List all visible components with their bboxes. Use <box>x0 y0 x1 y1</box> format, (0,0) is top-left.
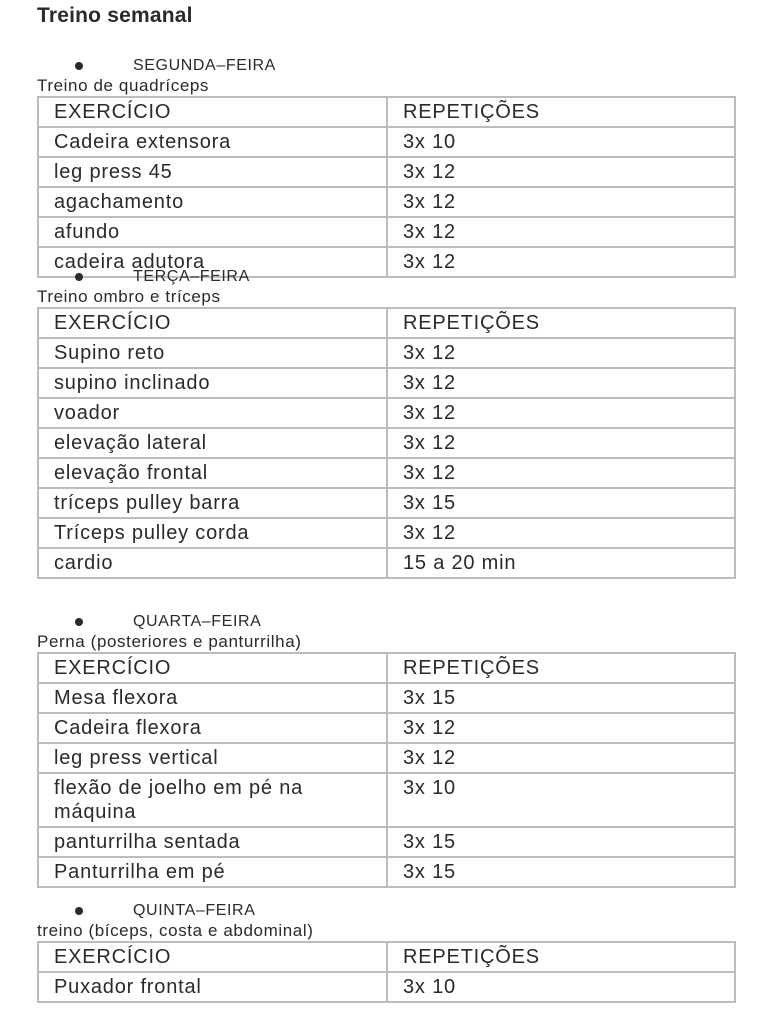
reps-cell: 3x 10 <box>387 127 735 157</box>
bullet-icon <box>75 907 83 915</box>
day-subtitle: Treino ombro e tríceps <box>37 287 221 306</box>
day-section-wednesday <box>0 612 768 888</box>
day-subtitle: Perna (posteriores e panturrilha) <box>37 632 302 651</box>
table-row <box>38 187 735 217</box>
column-header-reps: REPETIÇÕES <box>387 308 735 338</box>
table-row <box>38 428 735 458</box>
table-row <box>38 972 735 1002</box>
table-row <box>38 338 735 368</box>
column-header-reps: REPETIÇÕES <box>387 942 735 972</box>
workout-table <box>37 96 736 278</box>
reps-cell: 3x 12 <box>387 338 735 368</box>
reps-cell: 3x 12 <box>387 157 735 187</box>
column-header-exercise: EXERCÍCIO <box>38 308 387 338</box>
reps-cell: 3x 15 <box>387 827 735 857</box>
reps-cell: 3x 12 <box>387 458 735 488</box>
table-row <box>38 773 735 827</box>
table-row <box>38 683 735 713</box>
table-row <box>38 548 735 578</box>
reps-cell: 3x 10 <box>387 773 735 827</box>
day-section-thursday <box>0 901 768 1003</box>
day-heading <box>0 612 768 632</box>
table-row <box>38 488 735 518</box>
reps-cell: 3x 12 <box>387 743 735 773</box>
table-row <box>38 713 735 743</box>
day-section-monday <box>0 56 768 278</box>
table-header-row <box>38 308 735 338</box>
exercise-cell: cadeira adutora <box>38 247 387 277</box>
table-row <box>38 127 735 157</box>
reps-cell: 3x 12 <box>387 368 735 398</box>
reps-cell: 3x 10 <box>387 972 735 1002</box>
table-header-row <box>38 653 735 683</box>
exercise-cell: Puxador frontal <box>38 972 387 1002</box>
table-header-row <box>38 942 735 972</box>
exercise-cell: tríceps pulley barra <box>38 488 387 518</box>
reps-cell: 3x 15 <box>387 488 735 518</box>
reps-cell: 3x 15 <box>387 857 735 887</box>
exercise-cell: leg press 45 <box>38 157 387 187</box>
day-heading <box>0 56 768 76</box>
day-section-tuesday <box>0 267 768 579</box>
exercise-cell: cardio <box>38 548 387 578</box>
exercise-cell: panturrilha sentada <box>38 827 387 857</box>
exercise-cell: Cadeira extensora <box>38 127 387 157</box>
table-row <box>38 827 735 857</box>
reps-cell: 3x 12 <box>387 398 735 428</box>
reps-cell: 3x 12 <box>387 713 735 743</box>
workout-table <box>37 941 736 1003</box>
table-row <box>38 217 735 247</box>
reps-cell: 3x 15 <box>387 683 735 713</box>
table-header-row <box>38 97 735 127</box>
exercise-cell: Mesa flexora <box>38 683 387 713</box>
day-name: QUINTA–FEIRA <box>133 902 256 919</box>
exercise-cell: afundo <box>38 217 387 247</box>
exercise-cell: elevação lateral <box>38 428 387 458</box>
exercise-cell: Supino reto <box>38 338 387 368</box>
table-row <box>38 157 735 187</box>
exercise-cell: Cadeira flexora <box>38 713 387 743</box>
exercise-cell: Tríceps pulley corda <box>38 518 387 548</box>
exercise-cell: elevação frontal <box>38 458 387 488</box>
workout-table <box>37 652 736 888</box>
table-row <box>38 398 735 428</box>
day-name: SEGUNDA–FEIRA <box>133 57 276 74</box>
exercise-cell: voador <box>38 398 387 428</box>
workout-table <box>37 307 736 579</box>
reps-cell: 3x 12 <box>387 518 735 548</box>
column-header-exercise: EXERCÍCIO <box>38 942 387 972</box>
exercise-cell: Panturrilha em pé <box>38 857 387 887</box>
table-row <box>38 743 735 773</box>
table-row <box>38 458 735 488</box>
column-header-exercise: EXERCÍCIO <box>38 97 387 127</box>
day-name: QUARTA–FEIRA <box>133 613 262 630</box>
column-header-reps: REPETIÇÕES <box>387 97 735 127</box>
bullet-icon <box>75 618 83 626</box>
day-subtitle: treino (bíceps, costa e abdominal) <box>37 921 314 940</box>
exercise-cell: flexão de joelho em pé na máquina <box>38 773 387 827</box>
table-row <box>38 368 735 398</box>
exercise-cell: agachamento <box>38 187 387 217</box>
column-header-exercise: EXERCÍCIO <box>38 653 387 683</box>
reps-cell: 3x 12 <box>387 187 735 217</box>
day-heading <box>0 901 768 921</box>
day-name: TERÇA–FEIRA <box>133 268 250 285</box>
table-row <box>38 518 735 548</box>
exercise-cell: supino inclinado <box>38 368 387 398</box>
reps-cell: 3x 12 <box>387 428 735 458</box>
reps-cell: 15 a 20 min <box>387 548 735 578</box>
table-row <box>38 857 735 887</box>
day-heading <box>0 267 768 287</box>
column-header-reps: REPETIÇÕES <box>387 653 735 683</box>
reps-cell: 3x 12 <box>387 217 735 247</box>
exercise-cell: leg press vertical <box>38 743 387 773</box>
day-subtitle: Treino de quadríceps <box>37 76 210 95</box>
bullet-icon <box>75 273 83 281</box>
bullet-icon <box>75 62 83 70</box>
reps-cell: 3x 12 <box>387 247 735 277</box>
page-title: Treino semanal <box>37 4 193 27</box>
